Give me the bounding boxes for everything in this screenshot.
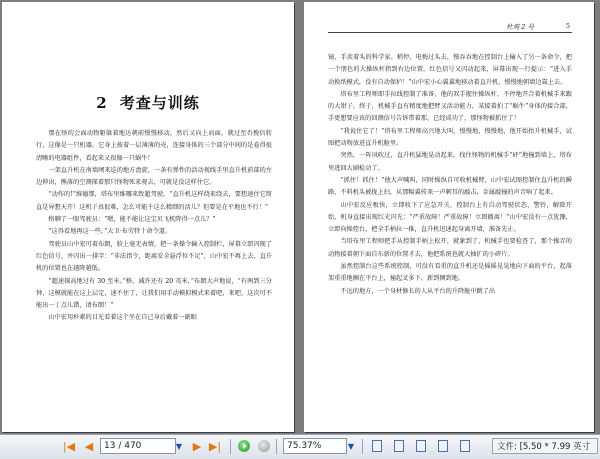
paragraph: “我说住它了！”塔布里工程师高兴地大叫，慢慢地，慢慢地，他开始抬升机械手，试图把动物放进直升机舱里。 [328,127,572,148]
first-page-icon[interactable]: |◀ [62,439,76,453]
page-dropdown-icon[interactable]: ▼ [175,441,183,451]
paragraph: “抓住！抓住！”他大声喊叫，同时操纵自可收机械臂，山中宏试图控制住直升机的瞬路，不料机头被拢上扫，从那幅翼传来一声刺耳的敲击，金属敲撞的声音响了起来。 [328,176,572,197]
page-number: 5 [565,22,570,30]
paragraph: “超速探高地过有 30 至米。”格，减许还有 20 英米，”布朗大声地说，“有两到三分钟，这模就能在这上层定，速不住了，让我们用手动模拟模式来着吧，来吧，这次可不能出一丁点儿错，请布朗！” [36,277,272,310]
toolbar-divider [362,439,363,454]
single-page-view-icon[interactable] [370,438,384,454]
go-forward-icon[interactable] [258,440,270,452]
paragraph: “动作的!”维德那，塔布里维哪来致超驾驶，“直升机这样绕来绕去，要想速住它简直是异想天开！这机子真很难，怎么可能千这么精细的活儿？但要是在平地也不行！” [36,191,272,211]
paragraph: 突然，一阵风吹过，直升机猛地晃动起来，找住怪物的机械手“砰”地撞到墙上，塔布里逃回大刷检动了。 [328,152,572,172]
zoom-level: 75.37% [287,441,322,451]
paragraph: 格聊了一眼驾驶员：“嗯，能不能让这宝贝飞机降得一点儿？” [48,216,216,224]
chapter-title: 考查与训练 [119,94,200,112]
zoom-field[interactable] [283,438,347,454]
go-back-icon[interactable] [238,440,250,452]
navigation-toolbar [0,434,600,459]
paragraph: 山中宏反应极快，立即收下了应急开关，控制台上有自动驾驶状态，警铃，解除开始，机身直接出现红光闪光：“严重故障！严重故障！立即撤离！”山中宏没有一点犹豫，立即向操控台，把全手柄拉一推，直升机迅速起身离开墙，准备先止。 [328,201,572,234]
paragraph: 塔布里工程师即手拉线控制了准备，他的双手握住操纵杆，不停地开合着机械手来跟的大钳子。终于，机械手直有精度地把臂又活动能力，某接着拍了“蜗牛”身体的接合部，手更想要应该的回测信号告诉带着那，已经成功了，那怪物被抓住了！ [328,90,572,123]
right-page-body [328,52,572,298]
continuous-view-icon[interactable] [392,438,406,454]
paragraph: 当塔布里工程师把手从控制手柄上松开，就象到了，机械手也要检查了，那个操弄的动物接着朝下面自东新的位置才去，他把系统也就大抽扩的小碎片。 [328,238,572,258]
next-page-icon[interactable]: ▶ [192,439,202,453]
facing-pages-view-icon[interactable] [414,438,428,454]
chapter-heading [2,92,294,113]
left-page-body [36,128,272,325]
status-text: 文件: [5.50 * 7.99 英寸 [497,442,591,452]
paragraph: “这得看地再这一些。”大卫·布劳特十命令道。 [48,228,172,236]
last-page-icon[interactable]: ▶| [208,439,222,453]
document-size-status [492,438,598,454]
page-number-field[interactable]: 13 / 470 [100,438,176,454]
paragraph: 镜、手羡着头的科学家。稍停，电梅过头去，慢吞吞地在控制台上输入了另一条命令，把一个朋色的大操纵杆指到右边位置。红色信号又闪动起来，屏幕出现一行提示：“进入手动换纸模式，没有自动保护！”山中宏小心翼翼地移动着直升机，慢慢地朝墙边靠上去。 [328,54,572,86]
running-header [328,22,572,33]
right-page [304,2,594,432]
running-title: 杜鸡 2 号 [506,23,534,31]
fit-page-icon[interactable] [458,438,472,454]
paragraph: 虽然控制台这些系统控制，可没有看重的直升机还是摇摇晃晃地向下面的平台，起落架重重地搁在平台上，撞起叉多下，新到侧到地。 [328,263,572,283]
paragraph: 山中宏用朴素的目光看着这个坐在自己身后戴着一副眼 [48,314,197,322]
toolbar-divider [276,439,277,454]
toolbar-divider [230,439,231,454]
left-page [2,2,294,432]
zoom-dropdown-icon[interactable]: ▼ [347,441,355,451]
paragraph: 不远的地方，一个身材修长的人从平台的升降舱中跳了出 [340,287,496,295]
continuous-facing-view-icon[interactable] [436,438,450,454]
chapter-number: 2 [96,94,108,112]
previous-page-icon[interactable]: ◀ [84,439,94,453]
paragraph: 一架直升机在南墙闸来巡的地方盘旋，一条有弹性的活动视线手里直升机前部的左边伸出，熊落的空测探着那只怪物死来观去，可就是没这样住它。 [36,166,272,187]
paragraph: 那在怪的会面动物躯躲着地达朝前慢慢移动，然后又向上而面，就过至否挽倍转行，这像是一只机器，它身上披着一层薄薄的壳，连接身体的三个部分中间的是卷得很清晰的电器组件，看起来又很像一只蜗牛！ [36,130,272,162]
total-pages: 470 [124,441,142,451]
paragraph: 驾驶员山中宏可着布朗，脸上毫无表情，把一条操令输入控制栏，屏幕立即闪现了红色信号，并闪出一排字：“非法指令，距离安全悬浮位不足”，山中宏不再上去，直升机的位置也在越降越低。 [36,240,272,273]
current-page: 13 [104,441,116,451]
